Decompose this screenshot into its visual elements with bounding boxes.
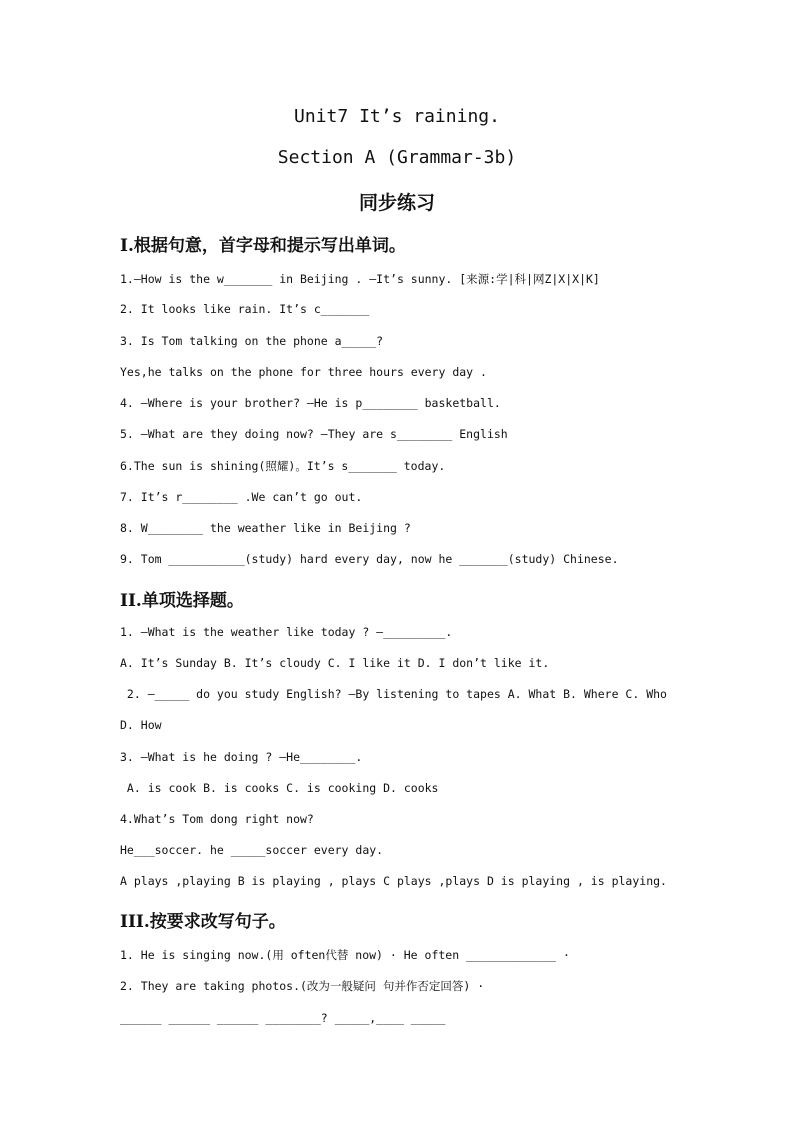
section-1-line: 5. —What are they doing now? —They are s________ English: [120, 427, 508, 441]
section-1-line: 2. It looks like rain. It’s c_______: [120, 302, 370, 316]
section-2-line: A plays ,playing B is playing , plays C plays ,plays D is playing , is playing.: [120, 874, 667, 888]
section-2-line: 3. —What is he doing ? —He________.: [120, 750, 363, 764]
section-1-line: 9. Tom ___________(study) hard every day, now he _______(study) Chinese.: [120, 552, 619, 566]
section-2-line: He___soccer. he _____soccer every day.: [120, 843, 384, 857]
section-3-line: ______ ______ ______ ________? _____,____ _____: [120, 1011, 446, 1025]
section-1-line: 4. —Where is your brother? —He is p________ basketball.: [120, 396, 501, 410]
exercise-heading: 同步练习: [358, 192, 435, 214]
unit-title: Unit7 It’s raining.: [294, 106, 500, 127]
section-1-title: I.根据句意，首字母和提示写出单词。: [120, 236, 406, 256]
section-2-line: 4.What’s Tom dong right now?: [120, 812, 314, 826]
section-1-line: 3. Is Tom talking on the phone a_____?: [120, 334, 384, 348]
section-2-line: D. How: [120, 718, 162, 732]
section-3-title: III.按要求改写句子。: [120, 912, 286, 932]
section-2-title: II.单项选择题。: [120, 591, 244, 611]
section-2-line: A. It’s Sunday B. It’s cloudy C. I like it D. I don’t like it.: [120, 656, 550, 670]
section-2-line: A. is cook B. is cooks C. is cooking D. cooks: [120, 781, 439, 795]
section-subtitle: Section A (Grammar-3b): [277, 147, 517, 168]
section-1-line: 1.—How is the w_______ in Beijing . —It’s sunny. [来源:学|科|网Z|X|X|K]: [120, 272, 600, 286]
section-1-line: 6.The sun is shining(照耀)。It’s s_______ today.: [120, 459, 446, 473]
section-2-line: 1. —What is the weather like today ? —_________.: [120, 625, 453, 639]
section-1-line: 8. W________ the weather like in Beijing ?: [120, 521, 411, 535]
section-2-line: 2. —_____ do you study English? —By listening to tapes A. What B. Where C. Who: [120, 687, 667, 701]
section-3-line: 1. He is singing now.(用 often代替 now) · He often _____________ ·: [120, 948, 570, 962]
section-1-line: Yes,he talks on the phone for three hours every day .: [120, 365, 487, 379]
section-1-line: 7. It’s r________ .We can’t go out.: [120, 490, 363, 504]
section-3-line: 2. They are taking photos.(改为一般疑问 句并作否定回答) ·: [120, 979, 485, 993]
